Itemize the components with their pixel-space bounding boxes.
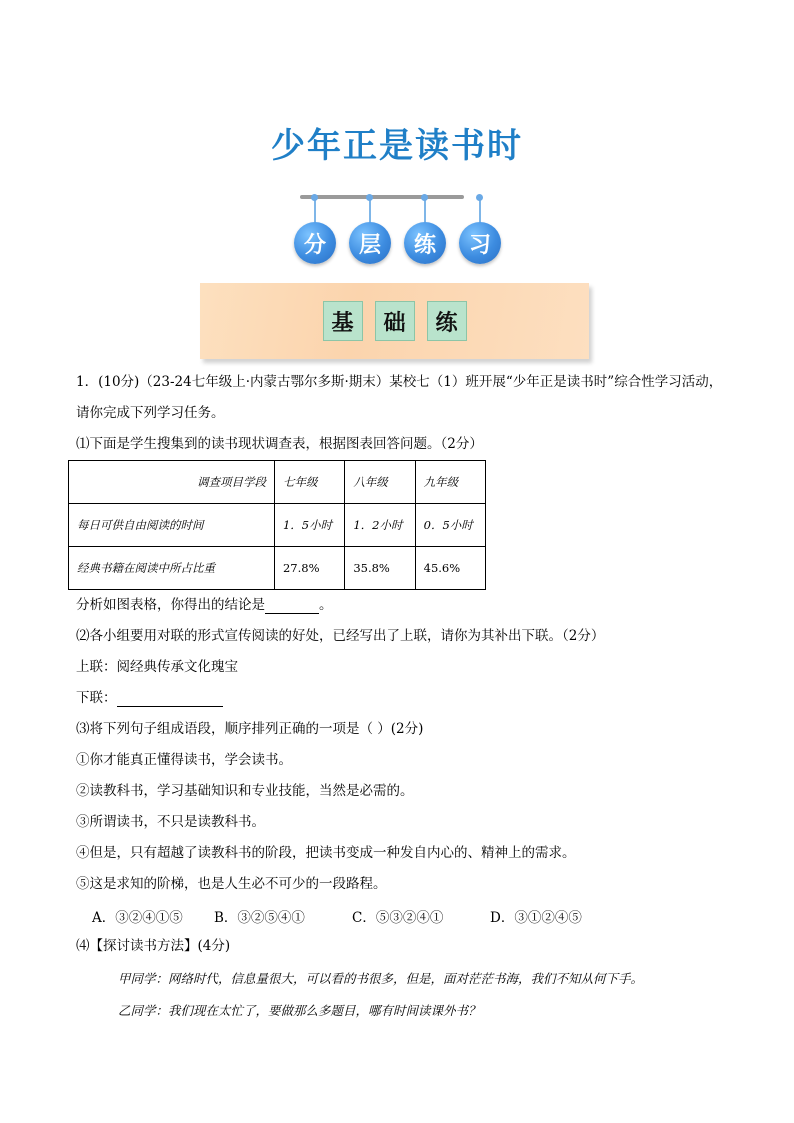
dialog-line: 甲同学：网络时代，信息量很大，可以看的书很多，但是，面对茫茫书海，我们不知从何下手。 xyxy=(118,971,644,986)
section-bubble-1: 分 xyxy=(294,222,336,264)
question-intro-cont: 请你完成下列学习任务。 xyxy=(76,405,225,421)
table-cell: 35.8% xyxy=(345,547,415,590)
table-cell: 经典书籍在阅读中所占比重 xyxy=(69,547,275,590)
part1-answer-label: 分析如图表格，你得出的结论是 xyxy=(76,597,265,613)
answer-blank[interactable] xyxy=(265,599,319,614)
part1-prompt: ⑴下面是学生搜集到的读书现状调查表，根据图表回答问题。（2分） xyxy=(76,436,483,452)
couplet-blank[interactable] xyxy=(117,692,223,707)
table-header-cell: 调查项目学段 xyxy=(69,461,275,504)
table-cell: 1．2小时 xyxy=(345,504,415,547)
sentence-item: ⑤这是求知的阶梯，也是人生必不可少的一段路程。 xyxy=(76,876,387,892)
banner-tile: 练 xyxy=(427,301,467,341)
table-cell: 27.8% xyxy=(274,547,344,590)
survey-table xyxy=(68,460,486,590)
pin-icon xyxy=(366,194,373,201)
table-cell: 每日可供自由阅读的时间 xyxy=(69,504,275,547)
table-row xyxy=(69,504,486,547)
sentence-item: ③所谓读书，不只是读教科书。 xyxy=(76,814,265,830)
lower-couplet-label: 下联： xyxy=(76,690,117,706)
table-cell: 1．5小时 xyxy=(274,504,344,547)
table-header-cell: 九年级 xyxy=(415,461,485,504)
table-header-cell: 七年级 xyxy=(274,461,344,504)
question-intro: 1．(10分)（23-24七年级上·内蒙古鄂尔多斯·期末）某校七（1）班开展“少年正是读书时”综合性学习活动， xyxy=(76,374,723,390)
pin-icon xyxy=(476,194,483,201)
option-a[interactable]: A．③②④①⑤ xyxy=(92,910,183,926)
part3-prompt: ⑶将下列句子组成语段，顺序排列正确的一项是（ ）(2分) xyxy=(76,721,424,737)
part2-prompt: ⑵各小组要用对联的形式宣传阅读的好处，已经写出了上联，请你为其补出下联。（2分） xyxy=(76,628,605,644)
pin-icon xyxy=(311,194,318,201)
sentence-item: ②读教科书，学习基础知识和专业技能，当然是必需的。 xyxy=(76,783,414,799)
table-cell: 0．5小时 xyxy=(415,504,485,547)
part4-prompt: ⑷【探讨读书方法】(4分) xyxy=(76,938,231,954)
part1-answer-line xyxy=(76,596,333,614)
section-bubble-3: 练 xyxy=(404,222,446,264)
section-banner xyxy=(200,283,589,359)
upper-couplet: 上联：阅经典传承文化瑰宝 xyxy=(76,659,238,675)
table-row xyxy=(69,461,486,504)
sentence-item: ④但是，只有超越了读教科书的阶段，把读书变成一种发自内心的、精神上的需求。 xyxy=(76,845,576,861)
bubble-rail xyxy=(300,195,464,199)
table-cell: 45.6% xyxy=(415,547,485,590)
table-row xyxy=(69,547,486,590)
page-title: 少年正是读书时 xyxy=(271,126,523,166)
pin-icon xyxy=(421,194,428,201)
option-d[interactable]: D．③①②④⑤ xyxy=(490,910,582,926)
option-b[interactable]: B．③②⑤④① xyxy=(214,910,305,926)
banner-tile: 基 xyxy=(323,301,363,341)
dialog-line: 乙同学：我们现在太忙了，要做那么多题目，哪有时间读课外书？ xyxy=(118,1003,481,1018)
table-header-cell: 八年级 xyxy=(345,461,415,504)
option-c[interactable]: C．⑤③②④① xyxy=(352,910,444,926)
banner-tile: 础 xyxy=(375,301,415,341)
section-bubble-4: 习 xyxy=(459,222,501,264)
part1-answer-end: 。 xyxy=(319,597,333,613)
sentence-item: ①你才能真正懂得读书，学会读书。 xyxy=(76,752,292,768)
lower-couplet-line xyxy=(76,689,223,707)
section-bubble-2: 层 xyxy=(349,222,391,264)
